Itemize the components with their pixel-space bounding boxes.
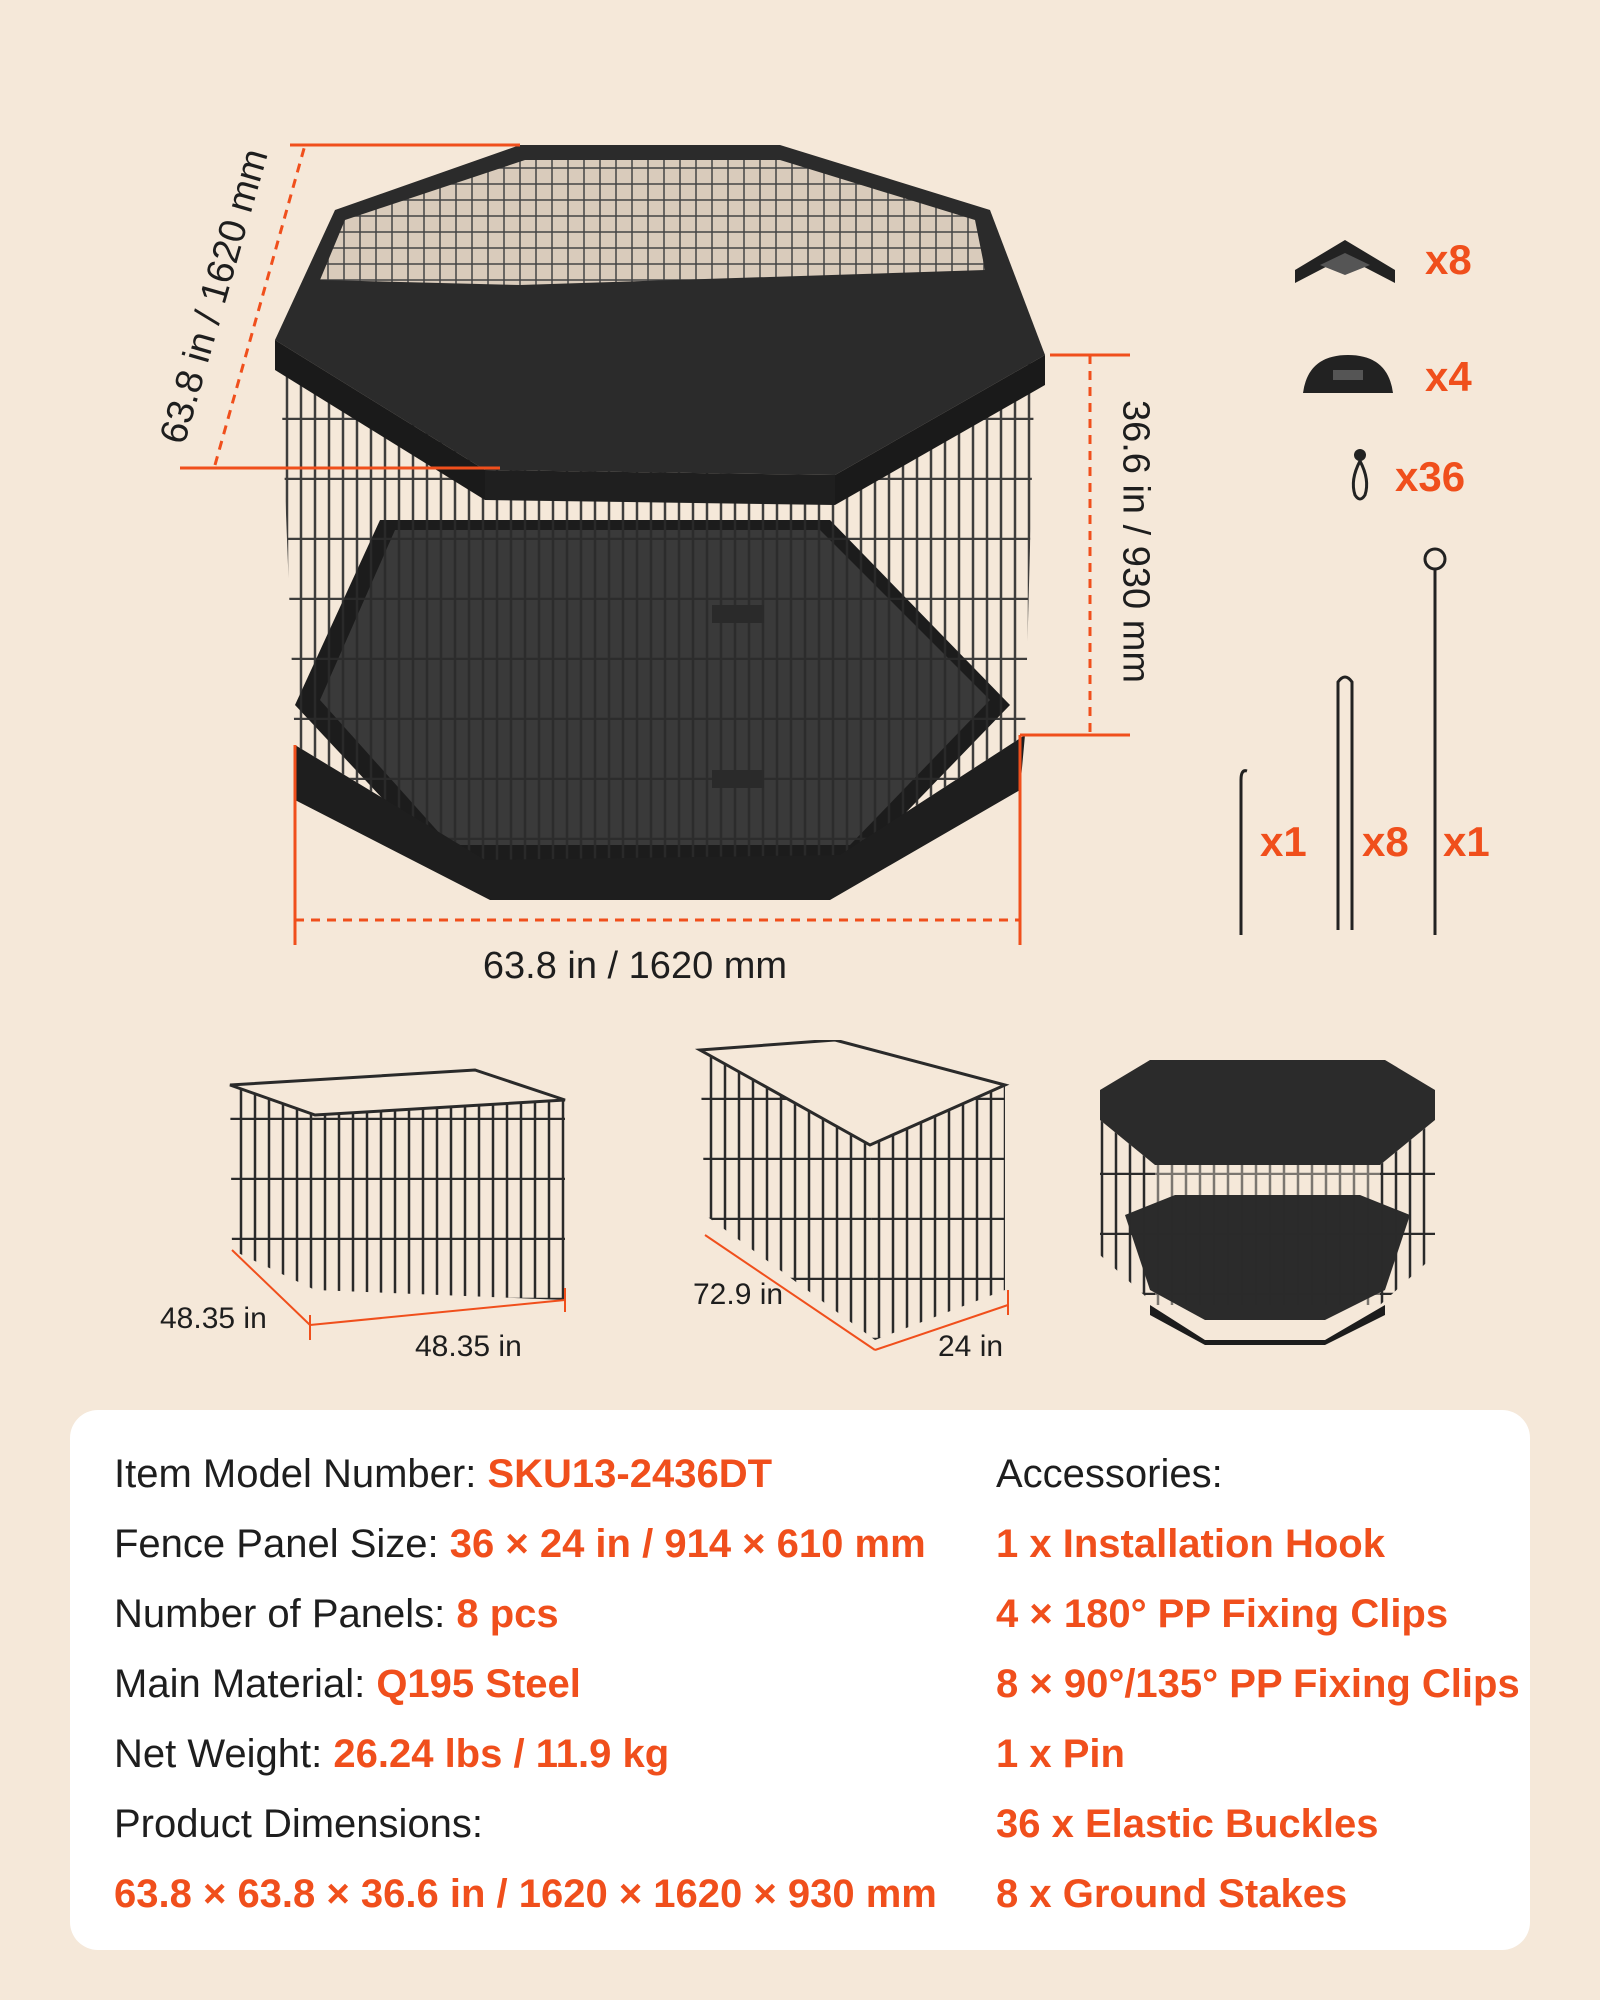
square-configuration-illustration: [220, 1060, 600, 1360]
spec-panels-value: 8 pcs: [456, 1592, 559, 1636]
elastic-buckle-icon: [1345, 445, 1375, 505]
spec-model-key: Item Model Number:: [114, 1452, 488, 1496]
pin-icon: [1418, 545, 1452, 940]
accessories-heading: [996, 1452, 1223, 1497]
spec-model-value: SKU13-2436DT: [487, 1452, 773, 1496]
specifications-card: [70, 1410, 1530, 1950]
spec-net-weight: [114, 1732, 669, 1777]
accessory-item: 8 × 90°/135° PP Fixing Clips: [996, 1662, 1520, 1706]
corner-clip-qty: x8: [1425, 236, 1472, 283]
square-depth-label: 48.35 in: [160, 1302, 267, 1335]
spec-main-material: [114, 1662, 581, 1707]
octagon-configuration-illustration: [1095, 1055, 1440, 1345]
accessory-item: 1 x Pin: [996, 1732, 1125, 1776]
accessory-item: 4 × 180° PP Fixing Clips: [996, 1592, 1449, 1636]
corner-clip-icon: [1290, 225, 1400, 295]
pin-qty: x1: [1443, 818, 1490, 865]
spec-model-number: [114, 1452, 772, 1497]
spec-material-value: Q195 Steel: [376, 1662, 581, 1706]
spec-number-of-panels: [114, 1592, 559, 1637]
spec-weight-key: Net Weight:: [114, 1732, 334, 1776]
spec-panel-size: [114, 1522, 926, 1567]
accessory-item: 36 x Elastic Buckles: [996, 1802, 1379, 1846]
accessory-item: 1 x Installation Hook: [996, 1522, 1385, 1566]
spec-product-dimensions-value: [114, 1872, 937, 1917]
elastic-buckle-qty: x36: [1395, 453, 1466, 500]
spec-panel-size-value: 36 × 24 in / 914 × 610 mm: [449, 1522, 926, 1566]
installation-hook-qty: x1: [1260, 818, 1307, 865]
width-dimension-label: 63.8 in / 1620 mm: [482, 945, 788, 987]
spec-product-dimensions: [114, 1802, 483, 1847]
rect-depth-label: 72.9 in: [693, 1278, 784, 1311]
diagonal-dimension-label: 63.8 in / 1620 mm: [152, 144, 277, 449]
spec-dims-value: 63.8 × 63.8 × 36.6 in / 1620 × 1620 × 930 mm: [114, 1872, 937, 1916]
installation-hook-icon: [1235, 765, 1255, 940]
spec-panels-key: Number of Panels:: [114, 1592, 457, 1636]
ground-stake-icon: [1330, 670, 1360, 935]
spec-panel-size-key: Fence Panel Size:: [114, 1522, 450, 1566]
rectangle-configuration-illustration: [690, 1040, 1020, 1360]
accessory-item: 8 x Ground Stakes: [996, 1872, 1348, 1916]
spec-weight-value: 26.24 lbs / 11.9 kg: [333, 1732, 670, 1776]
spec-material-key: Main Material:: [114, 1662, 377, 1706]
flat-clip-icon: [1298, 345, 1398, 405]
rect-width-label: 24 in: [938, 1330, 1004, 1363]
accessories-heading-text: Accessories:: [996, 1452, 1223, 1496]
ground-stake-qty: x8: [1362, 818, 1409, 865]
flat-clip-qty: x4: [1425, 353, 1472, 400]
square-width-label: 48.35 in: [415, 1330, 522, 1363]
spec-dims-key: Product Dimensions:: [114, 1802, 484, 1846]
height-dimension-label: 36.6 in / 930 mm: [1114, 399, 1157, 684]
